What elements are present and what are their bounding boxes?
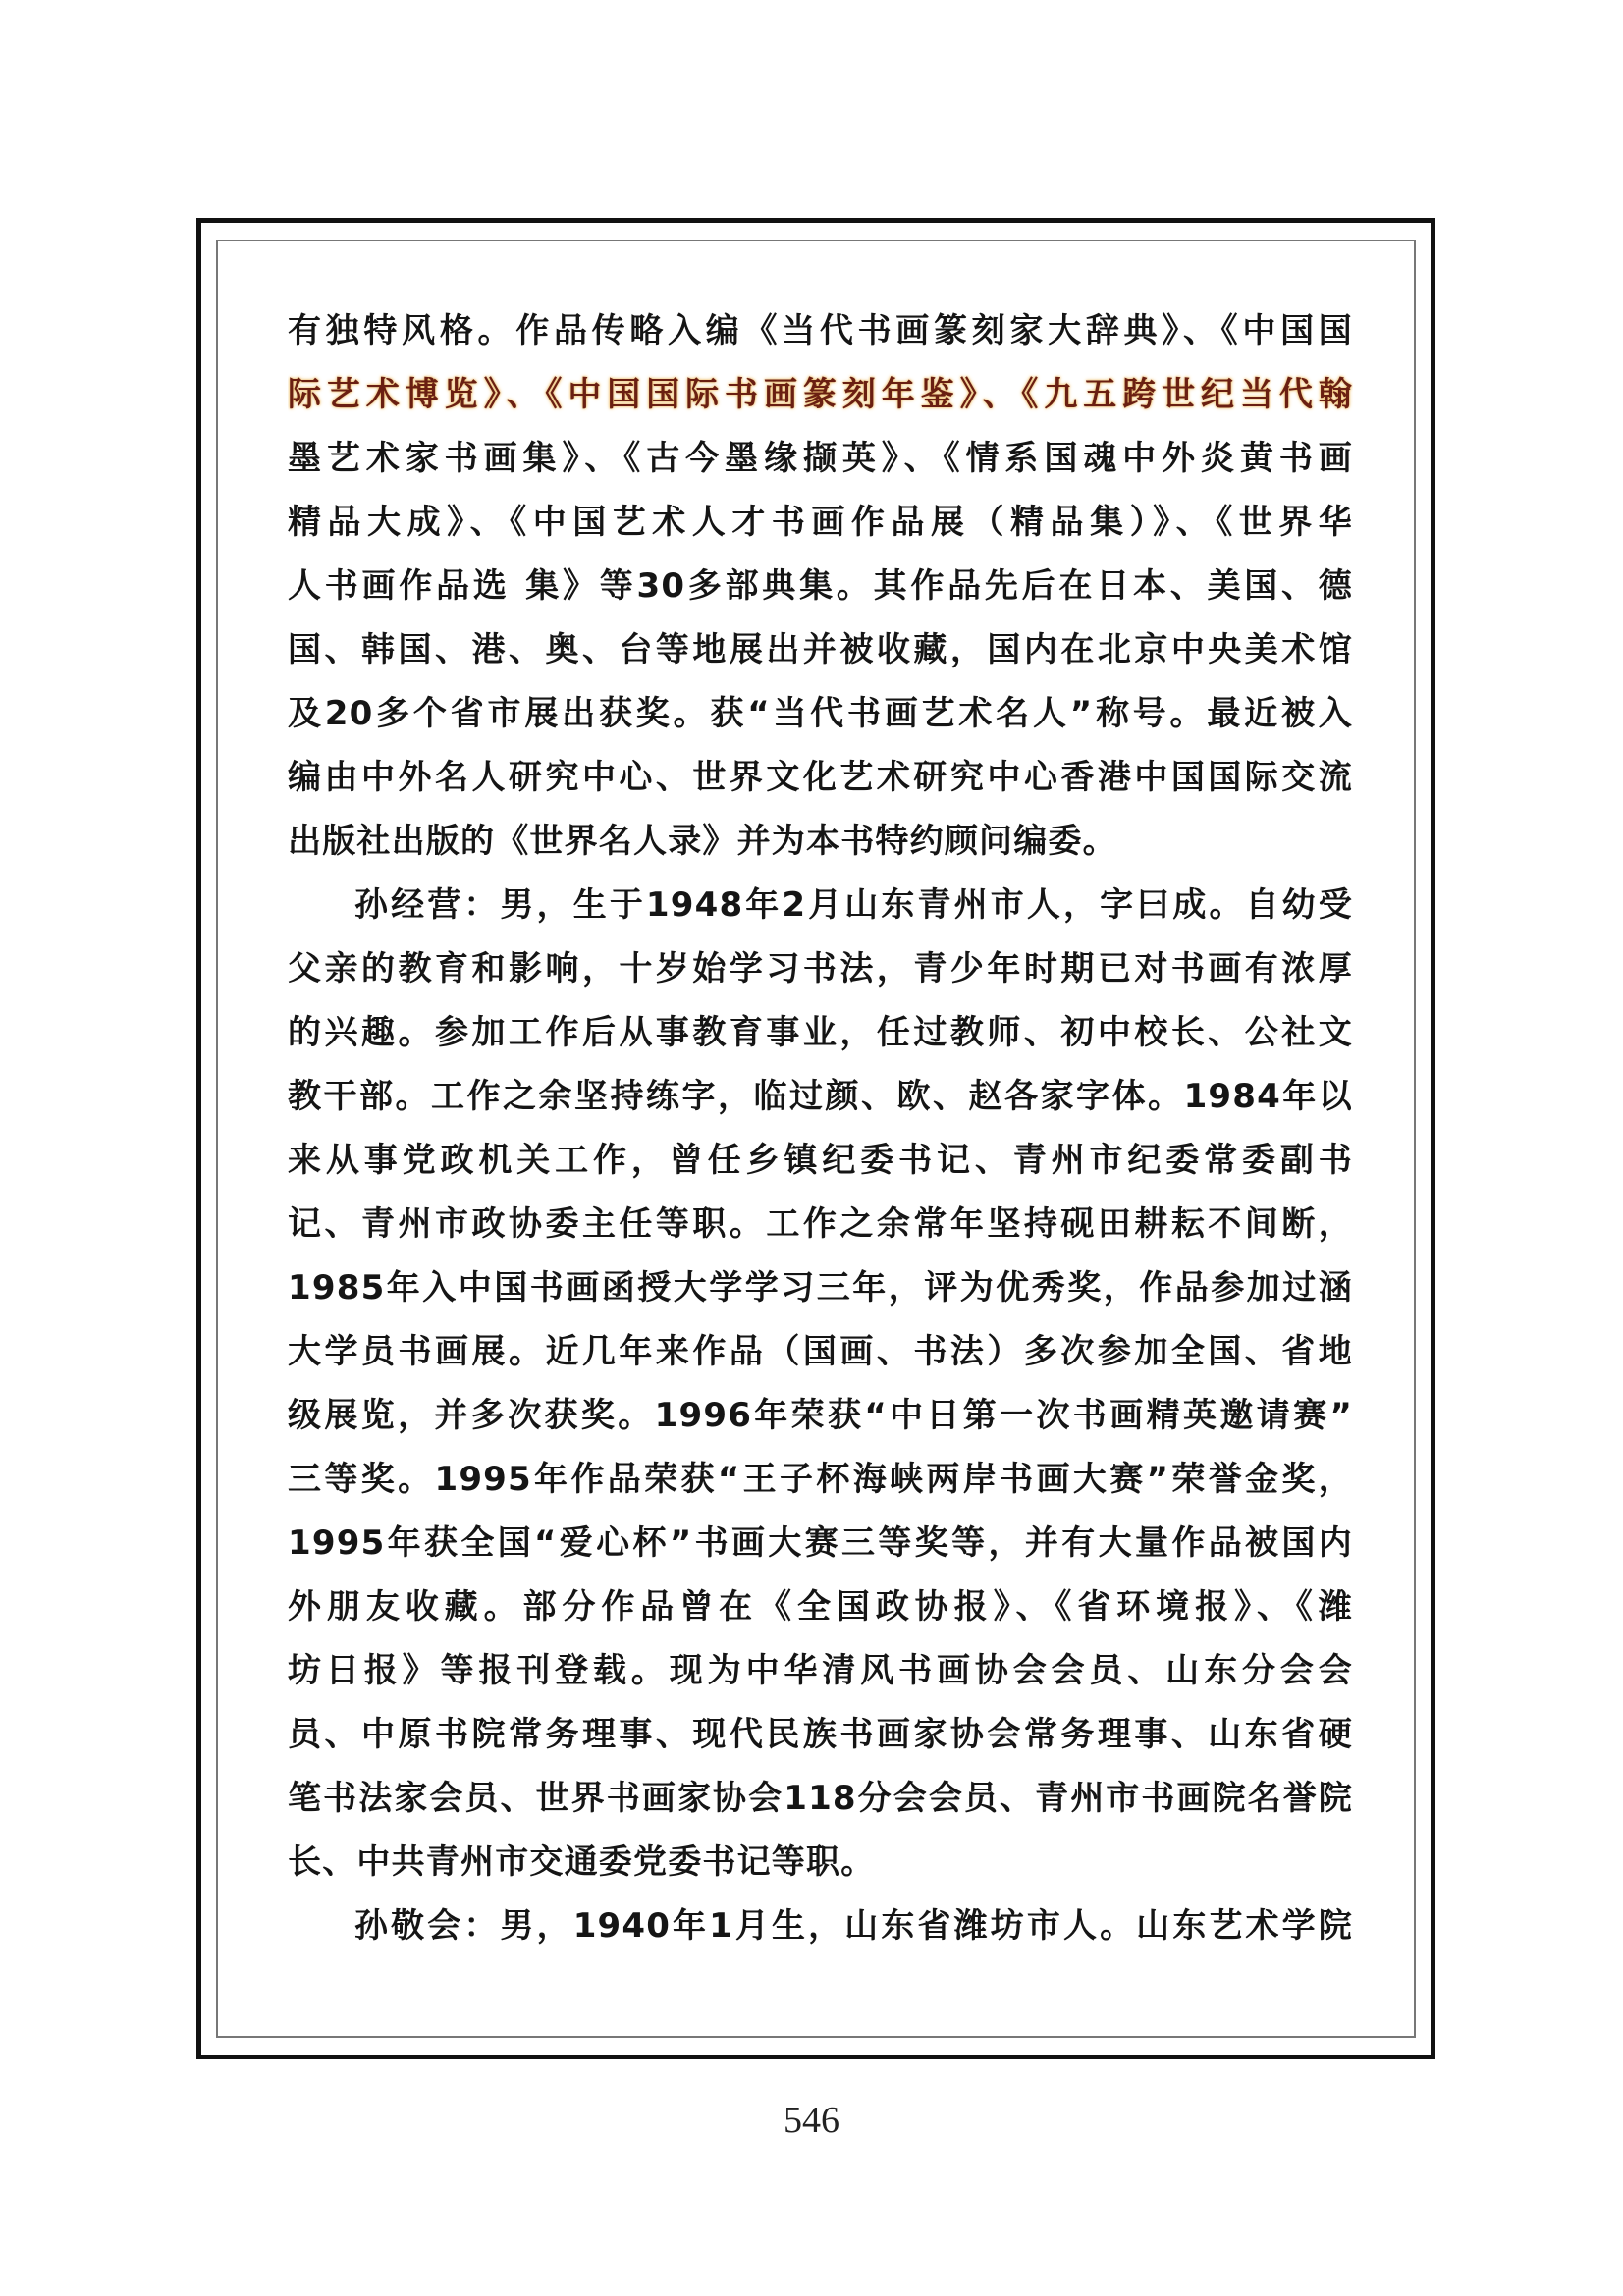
text-line: 长、中共青州市交通委党委书记等职。 [288,1842,876,1882]
text-line: 及20多个省市展出获奖。获“当代书画艺术名人”称号。最近被入 [288,694,1353,733]
text-line: 有独特风格。作品传略入编《当代书画篆刻家大辞典》、《中国国 [288,311,1353,350]
text-line: 编由中外名人研究中心、世界文化艺术研究中心香港中国国际交流 [288,758,1353,797]
text-line: 来从事党政机关工作，曾任乡镇纪委书记、青州市纪委常委副书 [288,1141,1353,1180]
text-line-highlighted: 际艺术博览》、《中国国际书画篆刻年鉴》、《九五跨世纪当代翰 [288,375,1353,414]
text-line: 出版社出版的《世界名人录》并为本书特约顾问编委。 [288,822,1117,861]
text-line: 员、中原书院常务理事、现代民族书画家协会常务理事、山东省硬 [288,1715,1353,1754]
body-text [288,299,1353,1958]
text-line: 1995年获全国“爱心杯”书画大赛三等奖等，并有大量作品被国内 [288,1523,1353,1563]
text-line: 级展览，并多次获奖。1996年荣获“中日第一次书画精英邀请赛” [288,1396,1353,1435]
text-line: 外朋友收藏。部分作品曾在《全国政协报》、《省环境报》、《潍 [288,1587,1353,1627]
paragraph-start-line: 孙经营：男，生于1948年2月山东青州市人，字曰成。自幼受 [354,885,1353,925]
text-line: 人书画作品选 集》等30多部典集。其作品先后在日本、美国、德 [288,566,1353,606]
text-line: 国、韩国、港、奥、台等地展出并被收藏，国内在北京中央美术馆 [288,630,1353,669]
text-line: 1985年入中国书画函授大学学习三年，评为优秀奖，作品参加过涵 [288,1268,1353,1308]
text-line: 教干部。工作之余坚持练字，临过颜、欧、赵各家字体。1984年以 [288,1077,1353,1116]
text-line: 大学员书画展。近几年来作品（国画、书法）多次参加全国、省地 [288,1332,1353,1371]
text-line: 精品大成》、《中国艺术人才书画作品展（精品集）》、《世界华 [288,503,1353,542]
text-line: 坊日报》等报刊登载。现为中华清风书画协会会员、山东分会会 [288,1651,1353,1690]
text-line: 父亲的教育和影响，十岁始学习书法，青少年时期已对书画有浓厚 [288,949,1353,988]
text-line: 记、青州市政协委主任等职。工作之余常年坚持砚田耕耘不间断， [288,1204,1353,1244]
page-number: 546 [784,2100,839,2141]
text-line: 三等奖。1995年作品荣获“王子杯海峡两岸书画大赛”荣誉金奖， [288,1460,1353,1499]
paragraph-start-line: 孙敬会：男，1940年1月生，山东省潍坊市人。山东艺术学院 [354,1906,1353,1946]
text-line: 墨艺术家书画集》、《古今墨缘撷英》、《情系国魂中外炎黄书画 [288,439,1353,478]
text-line: 笔书法家会员、世界书画家协会118分会会员、青州市书画院名誉院 [288,1779,1353,1818]
text-line: 的兴趣。参加工作后从事教育事业，任过教师、初中校长、公社文 [288,1013,1353,1052]
